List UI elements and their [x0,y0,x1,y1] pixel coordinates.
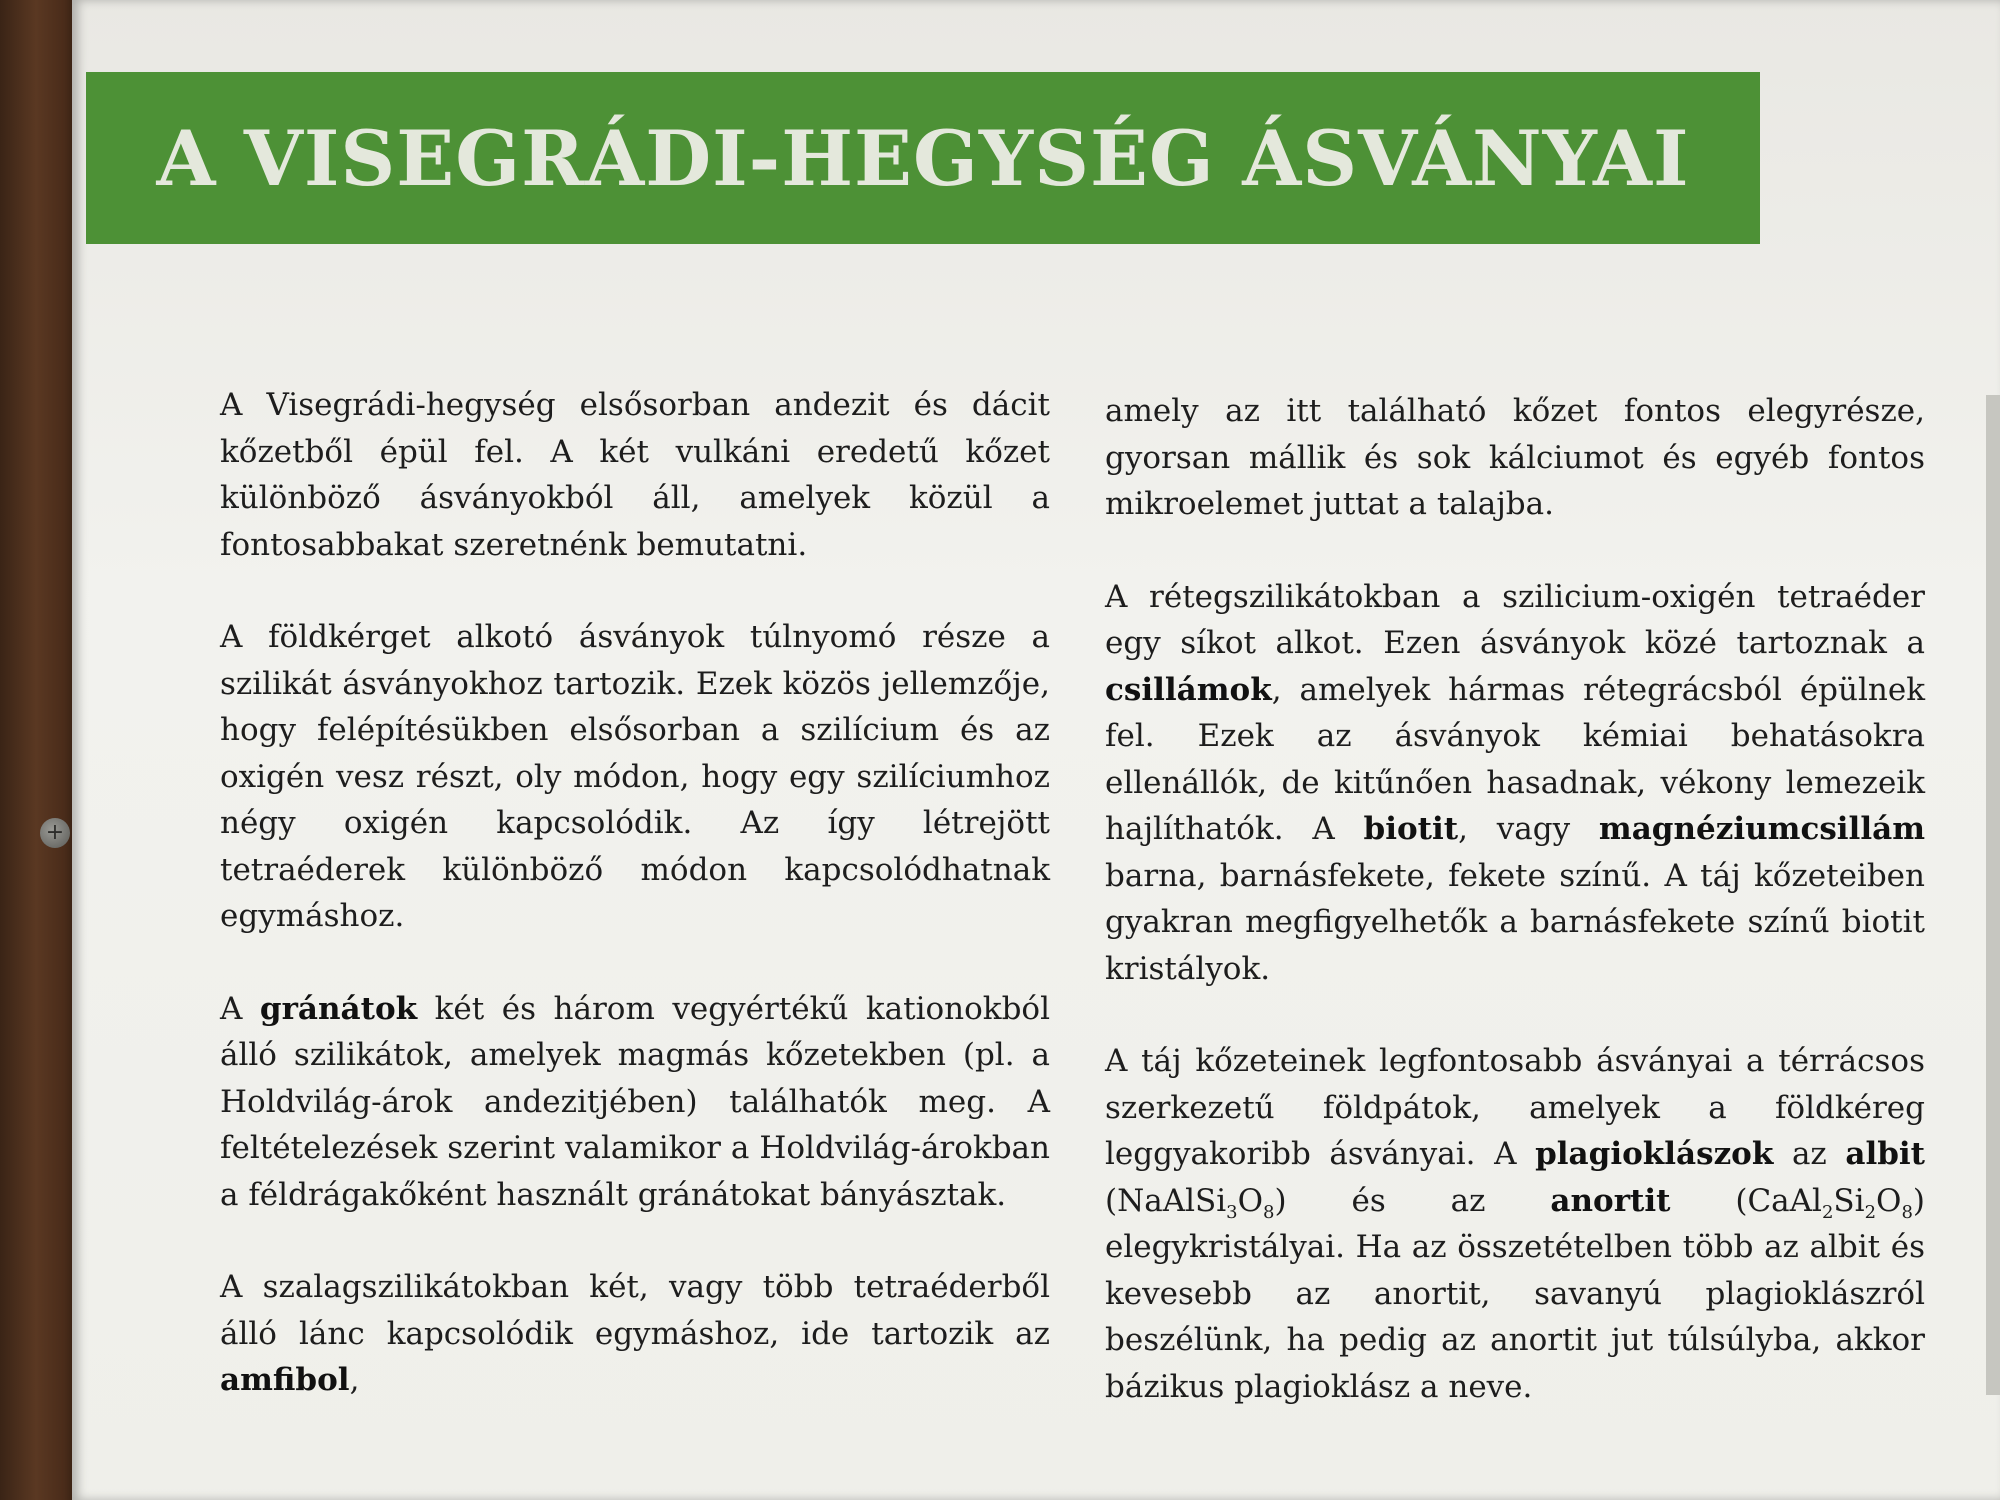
term-amfibol: amfibol [220,1362,350,1398]
formula-albit: $(NaAlSi_3O_8)$ [1105,1182,1287,1223]
term-csillamok: csillámok [1105,671,1272,708]
paragraph-chain-silicates: A szalagszilikátokban két, vagy több tetraéderből álló lánc kapcsolódik egymáshoz, ide tartozik az amfibol, [220,1269,1050,1398]
right-column [1105,388,1925,1456]
paragraph-garnets: A gránátok két és három vegyértékű kationokból álló szilikátok, amelyek magmás kőzetekben (pl. a Holdvilág-árok andezitjében) találhatók meg. A feltételezések szerint valamikor a Holdvilág-árokban a féldrágakőként használt gránátokat bányásztak. [220,990,1050,1213]
term-magneziumcsillam: magnéziumcsillám [1598,811,1925,847]
paragraph-micas: A rétegszilikátokban a szilicium-oxigén tetraéder egy síkot alkot. Ezen ásványok közé tartoznak a csillámok, amelyek hármas rétegrácsból épülnek fel. Ezek az ásványok kémiai behatásokra ellenállók, de kitűnően hasadnak, vékony lemezeik hajlíthatók. A biotit, vagy magnéziumcsillám barna, barnásfekete, fekete színű. A táj kőzeteiben gyakran megfigyelhetők a barnásfekete színű biotit kristályok. [1105,578,1925,987]
page-title: A VISEGRÁDI-HEGYSÉG ÁSVÁNYAI [156,113,1690,203]
paragraph-intro: A Visegrádi-hegység elsősorban andezit és dácit kőzetből épül fel. A két vulkáni eredetű kőzet különböző ásványokból áll, amelyek közül a fontosabbakat szeretnénk bemutatni. [220,387,1050,563]
term-albit: albit [1845,1136,1925,1172]
term-biotit: biotit [1363,811,1459,847]
formula-anortit: $(CaAl_2Si_2O_8)$ [1670,1182,1926,1223]
board-edge [1986,395,2000,1395]
screw-icon: + [40,818,70,848]
left-column [220,382,1050,1450]
title-banner [86,72,1760,244]
paragraph-feldspars: A táj kőzeteinek legfontosabb ásványai a térrácsos szerkezetű földpátok, amelyek a földkéreg leggyakoribb ásványai. A plagioklászok az albit $(NaAlSi_3O_8)$ és az anortit $(CaAl_2Si_2O_8)$ elegykristályai. Ha az összetételben több az albit és kevesebb az anortit, savanyú plagioklászról beszélünk, ha pedig az anortit jut túlsúlyba, akkor bázikus plagioklász a neve. [1105,1043,1926,1405]
term-granatok: gránátok [259,990,418,1027]
term-anortit: anortit [1550,1182,1671,1219]
paragraph-amphibole-cont: amely az itt található kőzet fontos elegyrésze, gyorsan mállik és sok kálciumot és egyéb fontos mikroelemet juttat a talajba. [1105,393,1925,522]
paragraph-silicates: A földkérget alkotó ásványok túlnyomó része a szilikát ásványokhoz tartozik. Ezek közös jellemzője, hogy felépítésükben elsősorban a szilícium és az oxigén vesz részt, oly módon, hogy egy szilíciumhoz négy oxigén kapcsolódik. Az így létrejött tetraéderek különböző módon kapcsolódhatnak egymáshoz. [220,619,1050,934]
wooden-frame [0,0,80,1500]
term-plagioklaszok: plagioklászok [1535,1136,1774,1172]
